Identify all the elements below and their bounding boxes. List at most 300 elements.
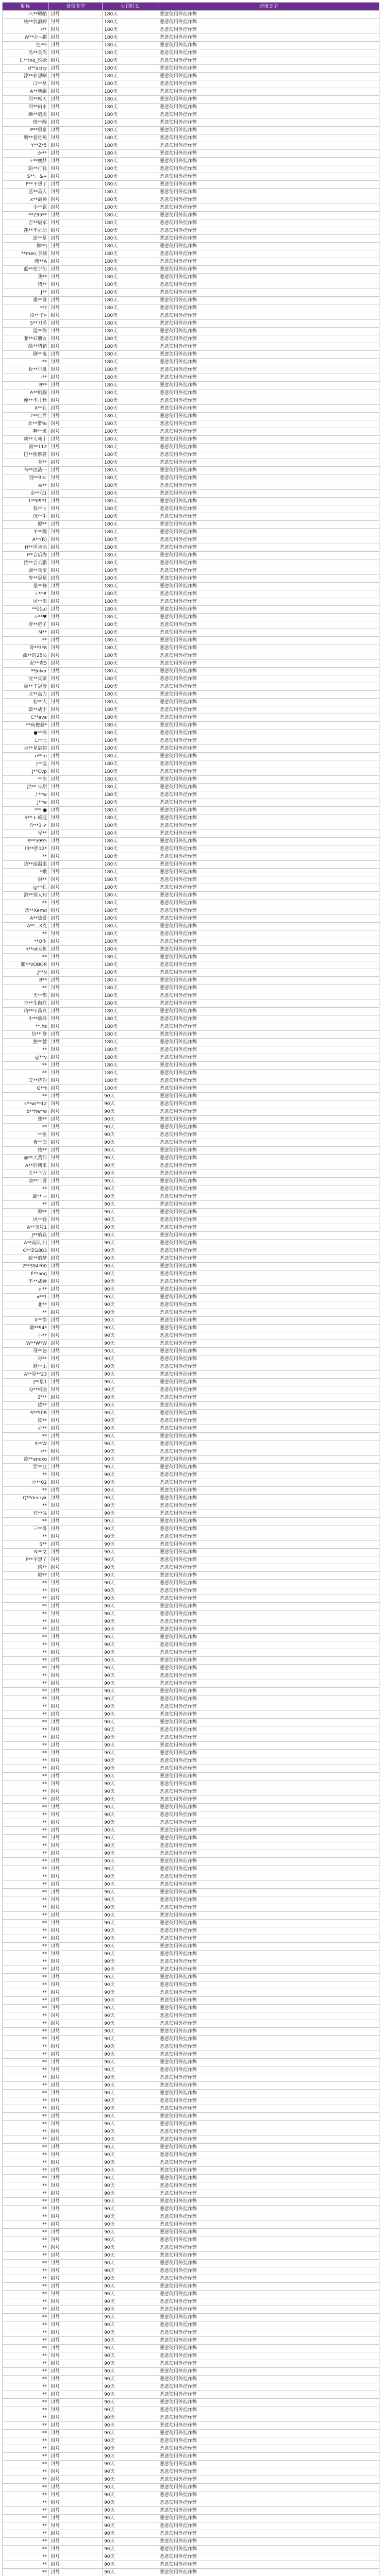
cell-nickname: 布**渣渣一 — [3, 467, 49, 474]
table-row — [3, 1920, 379, 1927]
cell-nickname: ** — [3, 2476, 49, 2484]
cell-nickname: ** — [3, 1889, 49, 1896]
cell-violation-type: 恶意使用外挂作弊 — [158, 165, 379, 173]
table-row — [3, 328, 379, 335]
table-row — [3, 2136, 379, 2144]
cell-penalty-type: 封号 — [49, 88, 103, 96]
cell-nickname: ** — [3, 2090, 49, 2097]
cell-penalty-duration: 180天 — [103, 861, 158, 869]
cell-penalty-type: 封号 — [49, 1696, 103, 1703]
cell-penalty-duration: 90天 — [103, 1827, 158, 1835]
table-row — [3, 2337, 379, 2345]
cell-violation-type: 恶意使用外挂作弊 — [158, 1070, 379, 1077]
table-row — [3, 621, 379, 629]
cell-penalty-type: 封号 — [49, 1116, 103, 1124]
cell-violation-type: 恶意使用外挂作弊 — [158, 436, 379, 444]
cell-penalty-duration: 180天 — [103, 730, 158, 737]
cell-penalty-type: 封号 — [49, 111, 103, 119]
cell-penalty-type: 封号 — [49, 1355, 103, 1363]
cell-violation-type: 恶意使用外挂作弊 — [158, 1440, 379, 1448]
cell-nickname: X**窗 — [3, 1317, 49, 1325]
cell-penalty-duration: 180天 — [103, 204, 158, 212]
cell-penalty-type: 封号 — [49, 1371, 103, 1379]
table-row — [3, 258, 379, 266]
cell-nickname: S**5995 — [3, 838, 49, 845]
cell-violation-type: 恶意使用外挂作弊 — [158, 2515, 379, 2522]
table-row — [3, 1781, 379, 1788]
cell-penalty-duration: 180天 — [103, 127, 158, 134]
cell-penalty-type: 封号 — [49, 397, 103, 405]
cell-penalty-duration: 90天 — [103, 2236, 158, 2244]
cell-violation-type: 恶意使用外挂作弊 — [158, 714, 379, 722]
cell-penalty-type: 封号 — [49, 1185, 103, 1193]
cell-nickname: ** — [3, 2515, 49, 2522]
table-row — [3, 19, 379, 26]
table-row — [3, 1842, 379, 1850]
cell-violation-type: 恶意使用外挂作弊 — [158, 366, 379, 374]
cell-penalty-type: 封号 — [49, 760, 103, 768]
cell-penalty-type: 封号 — [49, 65, 103, 73]
cell-nickname: ** — [3, 2492, 49, 2499]
cell-nickname: ** — [3, 1850, 49, 1858]
table-row — [3, 2546, 379, 2553]
cell-penalty-duration: 90天 — [103, 1170, 158, 1178]
cell-violation-type: 恶意使用外挂作弊 — [158, 142, 379, 150]
table-row — [3, 1255, 379, 1263]
table-row — [3, 1719, 379, 1726]
cell-violation-type: 恶意使用外挂作弊 — [158, 1162, 379, 1170]
cell-penalty-type: 封号 — [49, 915, 103, 923]
table-row — [3, 1039, 379, 1046]
table-row — [3, 2151, 379, 2159]
cell-violation-type: 恶意使用外挂作弊 — [158, 2553, 379, 2561]
cell-violation-type: 恶意使用外挂作弊 — [158, 1835, 379, 1842]
cell-penalty-duration: 90天 — [103, 1471, 158, 1479]
table-row — [3, 297, 379, 304]
cell-penalty-duration: 180天 — [103, 629, 158, 637]
cell-penalty-type: 封号 — [49, 351, 103, 359]
table-row — [3, 691, 379, 699]
cell-violation-type: 恶意使用外挂作弊 — [158, 923, 379, 930]
cell-nickname: ** — [3, 1641, 49, 1649]
cell-nickname: 荏**不心动 — [3, 227, 49, 235]
cell-nickname: 易** — [3, 482, 49, 490]
cell-violation-type: 恶意使用外挂作弊 — [158, 1572, 379, 1580]
cell-penalty-type: 封号 — [49, 1935, 103, 1943]
cell-violation-type: 恶意使用外挂作弊 — [158, 490, 379, 498]
cell-violation-type: 恶意使用外挂作弊 — [158, 428, 379, 436]
table-row — [3, 1788, 379, 1796]
cell-nickname: ** — [3, 1726, 49, 1734]
cell-penalty-type: 封号 — [49, 2461, 103, 2468]
table-row — [3, 2306, 379, 2314]
cell-penalty-duration: 180天 — [103, 760, 158, 768]
table-row — [3, 243, 379, 250]
cell-nickname: Q**decryk — [3, 1495, 49, 1502]
cell-penalty-type: 封号 — [49, 2105, 103, 2113]
cell-violation-type: 恶意使用外挂作弊 — [158, 1495, 379, 1502]
cell-penalty-type: 封号 — [49, 1804, 103, 1811]
cell-violation-type: 恶意使用外挂作弊 — [158, 985, 379, 992]
cell-penalty-duration: 90天 — [103, 1487, 158, 1495]
table-row — [3, 2221, 379, 2229]
cell-violation-type: 恶意使用外挂作弊 — [158, 235, 379, 243]
cell-nickname: 多** — [3, 459, 49, 467]
cell-penalty-duration: 180天 — [103, 791, 158, 799]
cell-violation-type: 恶意使用外挂作弊 — [158, 127, 379, 134]
cell-penalty-type: 封号 — [49, 1842, 103, 1850]
cell-penalty-type: 封号 — [49, 923, 103, 930]
cell-nickname: **郎 — [3, 776, 49, 784]
cell-penalty-duration: 180天 — [103, 637, 158, 645]
cell-penalty-type: 封号 — [49, 2453, 103, 2461]
cell-penalty-type: 封号 — [49, 320, 103, 328]
table-row — [3, 1147, 379, 1155]
cell-penalty-type: 封号 — [49, 2515, 103, 2522]
cell-violation-type: 恶意使用外挂作弊 — [158, 2020, 379, 2028]
table-row — [3, 784, 379, 791]
cell-penalty-duration: 90天 — [103, 1951, 158, 1958]
cell-nickname: 涛**子r- — [3, 312, 49, 320]
table-row — [3, 1216, 379, 1224]
cell-nickname: ** — [3, 1842, 49, 1850]
table-row — [3, 1943, 379, 1951]
cell-nickname: 2**394*00 — [3, 1263, 49, 1270]
cell-violation-type: 恶意使用外挂作弊 — [158, 1734, 379, 1742]
cell-violation-type: 恶意使用外挂作弊 — [158, 343, 379, 351]
cell-nickname: ** — [3, 2538, 49, 2546]
cell-penalty-duration: 90天 — [103, 2051, 158, 2059]
table-row — [3, 181, 379, 189]
cell-penalty-type: 封号 — [49, 219, 103, 227]
cell-nickname: J**N — [3, 969, 49, 977]
cell-penalty-duration: 90天 — [103, 1711, 158, 1719]
cell-penalty-duration: 180天 — [103, 1000, 158, 1008]
cell-nickname: ** — [3, 2368, 49, 2376]
cell-violation-type: 恶意使用外挂作弊 — [158, 1402, 379, 1410]
cell-violation-type: 恶意使用外挂作弊 — [158, 652, 379, 660]
table-row — [3, 374, 379, 382]
table-row — [3, 606, 379, 614]
cell-violation-type: 恶意使用外挂作弊 — [158, 1556, 379, 1564]
cell-penalty-duration: 90天 — [103, 1286, 158, 1294]
cell-penalty-duration: 90天 — [103, 1162, 158, 1170]
table-row — [3, 2244, 379, 2252]
cell-penalty-type: 封号 — [49, 1124, 103, 1131]
table-row — [3, 2236, 379, 2244]
cell-nickname: 要**豆 — [3, 1464, 49, 1471]
cell-penalty-type: 封号 — [49, 1873, 103, 1881]
cell-violation-type: 恶意使用外挂作弊 — [158, 1093, 379, 1100]
cell-nickname: 独**麓 — [3, 1039, 49, 1046]
cell-violation-type: 恶意使用外挂作弊 — [158, 1131, 379, 1139]
cell-nickname: 猪** — [3, 281, 49, 289]
cell-penalty-duration: 90天 — [103, 2430, 158, 2437]
cell-penalty-duration: 180天 — [103, 544, 158, 552]
cell-nickname: 翼** ~ — [3, 1193, 49, 1201]
cell-violation-type: 恶意使用外挂作弊 — [158, 1502, 379, 1510]
cell-nickname: 珞**甲荡玖 — [3, 1008, 49, 1015]
cell-nickname: ** — [3, 2430, 49, 2437]
cell-nickname: 关**下方 — [3, 1170, 49, 1178]
cell-penalty-duration: 90天 — [103, 1981, 158, 1989]
cell-violation-type: 恶意使用外挂作弊 — [158, 1201, 379, 1209]
cell-penalty-duration: 90天 — [103, 2522, 158, 2530]
cell-penalty-type: 封号 — [49, 2569, 103, 2576]
cell-violation-type: 恶意使用外挂作弊 — [158, 2082, 379, 2090]
cell-penalty-type: 封号 — [49, 598, 103, 606]
cell-penalty-duration: 180天 — [103, 869, 158, 876]
table-row — [3, 1170, 379, 1178]
cell-violation-type: 恶意使用外挂作弊 — [158, 2561, 379, 2569]
cell-nickname: A**星**23 — [3, 1371, 49, 1379]
table-row — [3, 1116, 379, 1124]
cell-violation-type: 恶意使用外挂作弊 — [158, 2476, 379, 2484]
cell-violation-type: 恶意使用外挂作弊 — [158, 2499, 379, 2507]
cell-violation-type: 恶意使用外挂作弊 — [158, 1997, 379, 2005]
table-row — [3, 1077, 379, 1085]
cell-penalty-duration: 90天 — [103, 1440, 158, 1448]
cell-penalty-type: 封号 — [49, 629, 103, 637]
table-row — [3, 2260, 379, 2267]
cell-penalty-duration: 90天 — [103, 1479, 158, 1487]
cell-penalty-type: 封号 — [49, 807, 103, 815]
cell-penalty-duration: 90天 — [103, 1611, 158, 1618]
table-row — [3, 1765, 379, 1773]
cell-violation-type: 恶意使用外挂作弊 — [158, 2321, 379, 2329]
cell-violation-type: 恶意使用外挂作弊 — [158, 266, 379, 274]
table-row — [3, 274, 379, 281]
cell-violation-type: 恶意使用外挂作弊 — [158, 1518, 379, 1526]
table-row — [3, 1185, 379, 1193]
cell-penalty-type: 封号 — [49, 96, 103, 104]
cell-violation-type: 恶意使用外挂作弊 — [158, 2221, 379, 2229]
cell-penalty-duration: 90天 — [103, 2028, 158, 2036]
cell-penalty-type: 封号 — [49, 1858, 103, 1866]
cell-penalty-duration: 180天 — [103, 946, 158, 954]
table-row — [3, 1440, 379, 1448]
table-row — [3, 2399, 379, 2406]
cell-violation-type: 恶意使用外挂作弊 — [158, 2043, 379, 2051]
cell-nickname: 湖**众宝 — [3, 567, 49, 575]
cell-penalty-type: 封号 — [49, 861, 103, 869]
cell-nickname: A**...K克 — [3, 923, 49, 930]
table-row — [3, 1564, 379, 1572]
table-row — [3, 652, 379, 660]
cell-nickname: ** — [3, 2345, 49, 2352]
cell-penalty-duration: 90天 — [103, 1116, 158, 1124]
cell-penalty-type: 封号 — [49, 1363, 103, 1371]
cell-nickname: ** — [3, 1533, 49, 1541]
cell-penalty-duration: 180天 — [103, 258, 158, 266]
cell-nickname: ** — [3, 2291, 49, 2298]
cell-penalty-duration: 180天 — [103, 799, 158, 807]
cell-violation-type: 恶意使用外挂作弊 — [158, 65, 379, 73]
cell-penalty-type: 封号 — [49, 2546, 103, 2553]
table-row — [3, 884, 379, 892]
cell-penalty-duration: 90天 — [103, 1216, 158, 1224]
table-row — [3, 1433, 379, 1440]
cell-penalty-type: 封号 — [49, 312, 103, 320]
cell-penalty-duration: 180天 — [103, 405, 158, 413]
cell-penalty-type: 封号 — [49, 1726, 103, 1734]
table-row — [3, 2468, 379, 2476]
cell-nickname: ** — [3, 637, 49, 645]
cell-penalty-type: 封号 — [49, 1046, 103, 1054]
cell-nickname: 蓝**美人 — [3, 189, 49, 196]
cell-penalty-type: 封号 — [49, 513, 103, 521]
cell-penalty-type: 封号 — [49, 2399, 103, 2406]
cell-nickname: 漆**和想啊 — [3, 73, 49, 80]
cell-nickname: S**50R — [3, 1410, 49, 1417]
cell-violation-type: 恶意使用外挂作弊 — [158, 212, 379, 219]
cell-violation-type: 恶意使用外挂作弊 — [158, 1881, 379, 1889]
cell-nickname: ** — [3, 1680, 49, 1688]
cell-penalty-duration: 180天 — [103, 235, 158, 243]
cell-violation-type: 恶意使用外挂作弊 — [158, 467, 379, 474]
table-row — [3, 1835, 379, 1842]
cell-violation-type: 恶意使用外挂作弊 — [158, 660, 379, 668]
cell-penalty-duration: 90天 — [103, 1417, 158, 1425]
cell-violation-type: 恶意使用外挂作弊 — [158, 1672, 379, 1680]
table-row — [3, 397, 379, 405]
cell-nickname: ** — [3, 1703, 49, 1711]
table-row — [3, 1518, 379, 1526]
cell-violation-type: 恶意使用外挂作弊 — [158, 614, 379, 621]
table-row — [3, 1680, 379, 1688]
cell-violation-type: 恶意使用外挂作弊 — [158, 1170, 379, 1178]
cell-penalty-type: 封号 — [49, 2198, 103, 2206]
cell-penalty-duration: 90天 — [103, 1866, 158, 1873]
cell-penalty-type: 封号 — [49, 753, 103, 760]
table-row — [3, 1471, 379, 1479]
cell-violation-type: 恶意使用外挂作弊 — [158, 1927, 379, 1935]
cell-nickname: ** — [3, 2352, 49, 2360]
table-row — [3, 304, 379, 312]
cell-nickname: ** — [3, 930, 49, 938]
table-row — [3, 845, 379, 853]
cell-nickname: 鹏**VOBOR — [3, 961, 49, 969]
cell-penalty-type: 封号 — [49, 2159, 103, 2167]
cell-violation-type: 恶意使用外挂作弊 — [158, 382, 379, 389]
cell-penalty-type: 封号 — [49, 1672, 103, 1680]
cell-nickname: ** — [3, 1757, 49, 1765]
cell-penalty-type: 封号 — [49, 2182, 103, 2190]
cell-nickname: ●**痛 — [3, 730, 49, 737]
cell-nickname: J**巡 — [3, 760, 49, 768]
cell-penalty-duration: 180天 — [103, 784, 158, 791]
table-row — [3, 420, 379, 428]
cell-nickname: ** — [3, 1657, 49, 1665]
cell-nickname: 不**战神 — [3, 1278, 49, 1286]
cell-nickname: ** — [3, 1788, 49, 1796]
cell-penalty-duration: 90天 — [103, 1410, 158, 1417]
cell-penalty-type: 封号 — [49, 11, 103, 19]
cell-penalty-duration: 90天 — [103, 2484, 158, 2492]
cell-penalty-type: 封号 — [49, 2337, 103, 2345]
table-row — [3, 1155, 379, 1162]
table-row — [3, 954, 379, 961]
table-row — [3, 838, 379, 845]
cell-penalty-duration: 90天 — [103, 1920, 158, 1927]
cell-violation-type: 恶意使用外挂作弊 — [158, 1526, 379, 1533]
cell-violation-type: 恶意使用外挂作弊 — [158, 1966, 379, 1974]
table-row — [3, 1054, 379, 1062]
cell-penalty-type: 封号 — [49, 691, 103, 699]
cell-violation-type: 恶意使用外挂作弊 — [158, 96, 379, 104]
table-row — [3, 1355, 379, 1363]
cell-violation-type: 恶意使用外挂作弊 — [158, 328, 379, 335]
cell-nickname: ** — [3, 1062, 49, 1070]
cell-nickname: 刷**鬼 — [3, 351, 49, 359]
cell-penalty-type: 封号 — [49, 2406, 103, 2414]
table-row — [3, 815, 379, 822]
cell-violation-type: 恶意使用外挂作弊 — [158, 451, 379, 459]
cell-penalty-type: 封号 — [49, 946, 103, 954]
table-row — [3, 428, 379, 436]
cell-violation-type: 恶意使用外挂作弊 — [158, 1301, 379, 1309]
cell-violation-type: 恶意使用外挂作弊 — [158, 1232, 379, 1240]
cell-violation-type: 恶意使用外挂作弊 — [158, 1696, 379, 1703]
table-row — [3, 1657, 379, 1665]
table-row — [3, 799, 379, 807]
cell-penalty-type: 封号 — [49, 34, 103, 42]
table-row — [3, 2453, 379, 2461]
table-row — [3, 451, 379, 459]
table-row — [3, 2329, 379, 2337]
cell-penalty-type: 封号 — [49, 1255, 103, 1263]
table-row — [3, 2476, 379, 2484]
table-row — [3, 2028, 379, 2036]
cell-violation-type: 恶意使用外挂作弊 — [158, 2167, 379, 2175]
cell-nickname: 平**蹲 — [3, 529, 49, 536]
table-row — [3, 2406, 379, 2414]
cell-violation-type: 恶意使用外挂作弊 — [158, 807, 379, 815]
cell-penalty-duration: 180天 — [103, 1085, 158, 1093]
cell-nickname: ** — [3, 2376, 49, 2383]
table-row — [3, 992, 379, 1000]
cell-nickname: ** — [3, 853, 49, 861]
cell-penalty-duration: 90天 — [103, 1255, 158, 1263]
cell-penalty-type: 封号 — [49, 1556, 103, 1564]
cell-violation-type: 恶意使用外挂作弊 — [158, 2151, 379, 2159]
table-row — [3, 2190, 379, 2198]
cell-violation-type: 恶意使用外挂作弊 — [158, 1641, 379, 1649]
cell-nickname: 沉**牛 — [3, 513, 49, 521]
cell-penalty-duration: 180天 — [103, 583, 158, 590]
cell-penalty-duration: 90天 — [103, 1796, 158, 1804]
cell-nickname: ** — [3, 2321, 49, 2329]
table-row — [3, 2461, 379, 2468]
cell-violation-type: 恶意使用外挂作弊 — [158, 768, 379, 776]
cell-violation-type: 恶意使用外挂作弊 — [158, 250, 379, 258]
cell-nickname: ** — [3, 2144, 49, 2151]
cell-violation-type: 恶意使用外挂作弊 — [158, 26, 379, 34]
cell-penalty-type: 封号 — [49, 150, 103, 158]
cell-penalty-type: 封号 — [49, 2074, 103, 2082]
cell-violation-type: 恶意使用外挂作弊 — [158, 1332, 379, 1340]
cell-penalty-duration: 180天 — [103, 73, 158, 80]
table-row — [3, 1193, 379, 1201]
table-row — [3, 1533, 379, 1541]
cell-penalty-type: 封号 — [49, 706, 103, 714]
cell-penalty-duration: 180天 — [103, 892, 158, 900]
cell-nickname: n**ot天机 — [3, 946, 49, 954]
cell-penalty-duration: 90天 — [103, 1657, 158, 1665]
table-row — [3, 961, 379, 969]
cell-violation-type: 恶意使用外挂作弊 — [158, 645, 379, 652]
cell-penalty-duration: 180天 — [103, 343, 158, 351]
